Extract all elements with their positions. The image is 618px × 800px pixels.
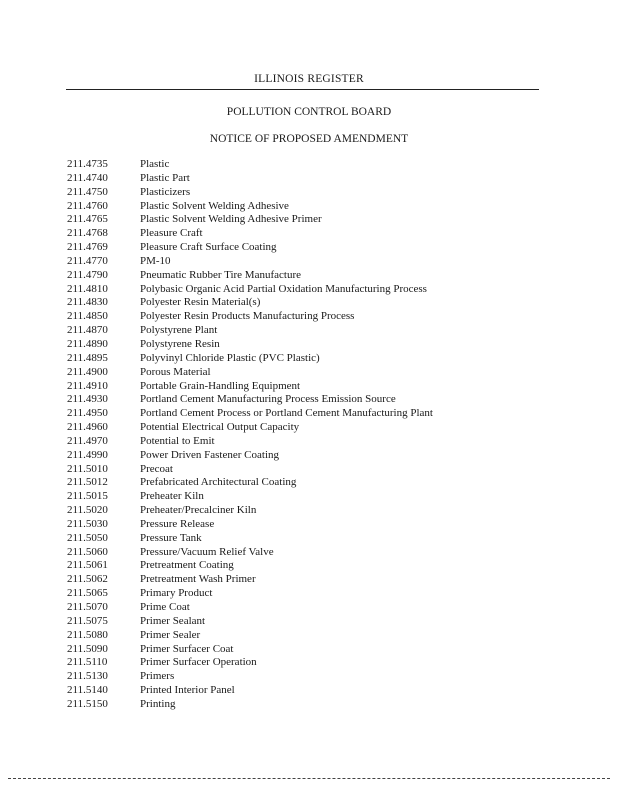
section-row: [67, 435, 537, 449]
section-row: [67, 338, 537, 352]
notice-title: NOTICE OF PROPOSED AMENDMENT: [209, 133, 409, 145]
section-title: Polyvinyl Chloride Plastic (PVC Plastic): [140, 351, 320, 364]
section-title: Precoat: [140, 462, 173, 475]
section-row: [67, 601, 537, 615]
section-number: 211.4740: [67, 171, 108, 184]
section-row: [67, 587, 537, 601]
footer-divider: [8, 778, 610, 779]
section-row: [67, 241, 537, 255]
section-row: [67, 670, 537, 684]
section-row: [67, 643, 537, 657]
section-row: [67, 227, 537, 241]
section-row: [67, 213, 537, 227]
section-row: [67, 656, 537, 670]
section-title: Pressure/Vacuum Relief Valve: [140, 545, 274, 558]
section-number: 211.4769: [67, 241, 108, 254]
section-number: 211.5090: [67, 642, 108, 655]
section-row: [67, 186, 537, 200]
section-number: 211.5030: [67, 517, 108, 530]
section-row: [67, 615, 537, 629]
section-title: Plasticizers: [140, 185, 191, 198]
section-title: Pressure Tank: [140, 531, 202, 544]
section-title: Power Driven Fastener Coating: [140, 448, 279, 461]
section-row: [67, 366, 537, 380]
section-title: Printed Interior Panel: [140, 684, 235, 697]
section-title: Primer Sealant: [140, 614, 206, 627]
section-number: 211.5060: [67, 545, 108, 558]
section-number: 211.5130: [67, 670, 108, 683]
section-title: Portland Cement Process or Portland Cement Manufacturing Plant: [140, 407, 433, 420]
section-row: [67, 532, 537, 546]
section-title: Preheater Kiln: [140, 490, 204, 503]
section-row: [67, 393, 537, 407]
section-number: 211.5065: [67, 587, 108, 600]
section-title: Plastic Solvent Welding Adhesive Primer: [140, 213, 322, 226]
section-row: [67, 490, 537, 504]
section-number: 211.5010: [67, 462, 108, 475]
section-row: [67, 296, 537, 310]
section-title: Pretreatment Wash Primer: [140, 573, 256, 586]
section-number: 211.4768: [67, 227, 108, 240]
section-number: 211.5012: [67, 476, 108, 489]
section-row: [67, 310, 537, 324]
section-number: 211.4895: [67, 351, 108, 364]
header-divider: [66, 89, 539, 90]
section-row: [67, 407, 537, 421]
section-row: [67, 283, 537, 297]
section-number: 211.4770: [67, 254, 108, 267]
section-row: [67, 449, 537, 463]
section-number: 211.4960: [67, 421, 108, 434]
section-title: Prime Coat: [140, 601, 190, 613]
section-title: Polyester Resin Material(s): [140, 296, 261, 309]
section-row: [67, 559, 537, 573]
section-title: Primary Product: [140, 587, 213, 600]
section-row: [67, 158, 537, 172]
section-title: Potential Electrical Output Capacity: [140, 421, 300, 434]
section-title: Polyester Resin Products Manufacturing Process: [140, 310, 355, 323]
section-number: 211.5061: [67, 559, 108, 572]
register-title: ILLINOIS REGISTER: [254, 73, 364, 85]
section-title: Printing: [140, 697, 176, 710]
section-row: [67, 546, 537, 560]
section-title: Prefabricated Architectural Coating: [140, 476, 297, 489]
section-number: 211.4765: [67, 213, 108, 226]
section-number: 211.4790: [67, 268, 108, 281]
section-title: Portland Cement Manufacturing Process Emission Source: [140, 393, 396, 406]
section-row: [67, 324, 537, 338]
section-number: 211.4890: [67, 337, 108, 350]
section-number: 211.5110: [67, 656, 108, 669]
section-number: 211.4850: [67, 310, 108, 323]
section-number: 211.4830: [67, 296, 108, 309]
section-title: Pleasure Craft Surface Coating: [140, 241, 277, 254]
section-row: [67, 421, 537, 435]
section-number: 211.4735: [67, 158, 108, 170]
section-title: Pressure Release: [140, 517, 215, 530]
section-title: Pleasure Craft: [140, 227, 203, 240]
section-row: [67, 476, 537, 490]
section-title: Preheater/Precalciner Kiln: [140, 504, 257, 517]
section-title: Primers: [140, 670, 175, 683]
section-row: [67, 172, 537, 186]
section-title: Plastic Solvent Welding Adhesive: [140, 199, 289, 212]
section-row: [67, 352, 537, 366]
section-row: [67, 255, 537, 269]
section-number: 211.4910: [67, 379, 108, 392]
section-row: [67, 684, 537, 698]
section-number: 211.4870: [67, 324, 108, 337]
section-row: [67, 573, 537, 587]
section-number: 211.4930: [67, 393, 108, 406]
section-number: 211.4970: [67, 434, 108, 447]
section-number: 211.5075: [67, 614, 108, 627]
section-number: 211.4750: [67, 185, 108, 198]
section-title: Polystyrene Resin: [140, 337, 220, 350]
section-title: Potential to Emit: [140, 434, 215, 447]
section-number: 211.5140: [67, 684, 108, 697]
section-title: Porous Material: [140, 365, 211, 378]
section-number: 211.4760: [67, 199, 108, 212]
section-title: Polystyrene Plant: [140, 324, 218, 337]
section-title: Portable Grain-Handling Equipment: [140, 379, 301, 392]
section-number: 211.5020: [67, 504, 108, 517]
section-row: [67, 629, 537, 643]
section-title: PM-10: [140, 254, 171, 267]
section-row: [67, 380, 537, 394]
section-title: Pneumatic Rubber Tire Manufacture: [140, 268, 301, 281]
section-title: Primer Surfacer Operation: [140, 656, 257, 669]
section-number: 211.5150: [67, 697, 108, 710]
section-title: Plastic Part: [140, 171, 190, 184]
agency-name: POLLUTION CONTROL BOARD: [226, 106, 392, 118]
section-row: [67, 698, 537, 712]
section-number: 211.5070: [67, 601, 108, 613]
section-number: 211.5062: [67, 573, 108, 586]
section-number: 211.5015: [67, 490, 108, 503]
section-row: [67, 269, 537, 283]
section-title: Polybasic Organic Acid Partial Oxidation Manufacturing Process: [140, 282, 427, 295]
section-number: 211.5050: [67, 531, 108, 544]
section-row: [67, 518, 537, 532]
section-row: [67, 504, 537, 518]
section-title: Primer Surfacer Coat: [140, 642, 234, 655]
section-number: 211.4900: [67, 365, 108, 378]
section-number: 211.5080: [67, 628, 108, 641]
section-number: 211.4990: [67, 448, 108, 461]
section-number: 211.4950: [67, 407, 108, 420]
section-title: Pretreatment Coating: [140, 559, 234, 572]
section-title: Primer Sealer: [140, 628, 201, 641]
section-row: [67, 463, 537, 477]
section-number: 211.4810: [67, 282, 108, 295]
section-row: [67, 200, 537, 214]
section-list: [67, 158, 537, 712]
section-title: Plastic: [140, 158, 170, 170]
